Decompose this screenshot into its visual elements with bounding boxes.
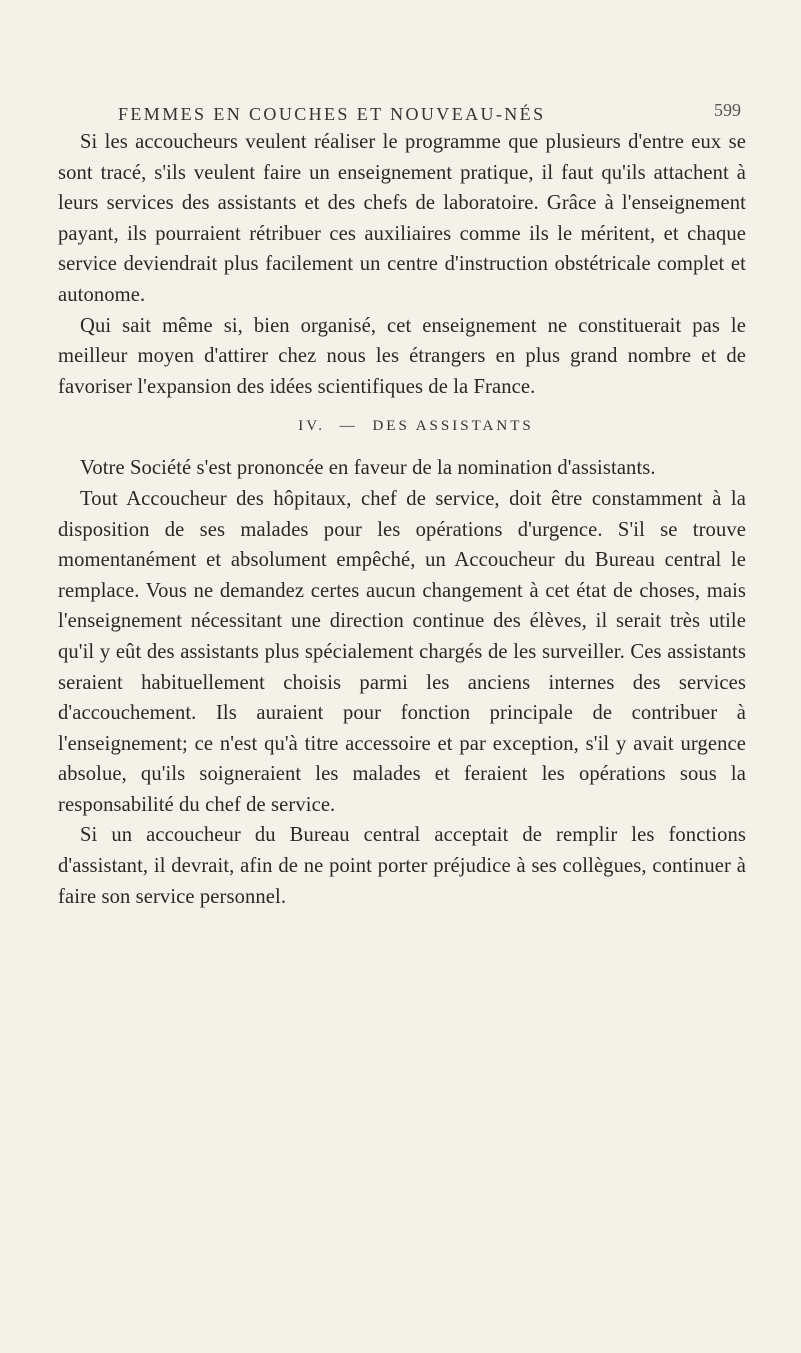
section-title: DES ASSISTANTS (372, 418, 534, 435)
running-head: FEMMES EN COUCHES ET NOUVEAU-NÉS (118, 104, 546, 124)
paragraph-2: Qui sait même si, bien organisé, cet enseignement ne constituerait pas le meilleur moyen d'attirer chez nous les étrangers en plus grand nombre et de favoriser l'expansion des idées scientifiques de la France. (58, 314, 746, 398)
paragraph-3: Votre Société s'est prononcée en faveur de la nomination d'assistants. (80, 457, 656, 480)
section-heading (58, 416, 746, 436)
section-dash: — (339, 418, 358, 435)
page-number: 599 (714, 100, 741, 120)
paragraph-5: Si un accoucheur du Bureau central acceptait de remplir les fonctions d'assistant, il devrait, afin de ne point porter préjudice à ses collègues, continuer à faire son service personnel. (58, 824, 746, 908)
paragraph-1: Si les accoucheurs veulent réaliser le programme que plusieurs d'entre eux se sont tracé, s'ils veulent faire un enseignement pratique, il faut qu'ils attachent à leurs services des assistants et des chefs de laboratoire. Grâce à l'enseignement payant, ils pourraient rétribuer ces auxiliaires comme ils le méritent, et chaque service deviendrait plus facilement un centre d'instruction obstétricale complet et autonome. (58, 131, 746, 306)
paragraph-4: Tout Accoucheur des hôpitaux, chef de service, doit être constamment à la disposition de ses malades pour les opérations d'urgence. S'il se trouve momentanément et absolument empêché, un Accoucheur du Bureau central le remplace. Vous ne demandez certes aucun changement à cet état de choses, mais l'enseignement nécessitant une direction continue des élèves, il serait très utile qu'il y eût des assistants plus spécialement chargés de les surveiller. Ces assistants seraient habituellement choisis parmi les anciens internes des services d'accouchement. Ils auraient pour fonction principale de contribuer à l'enseignement; ce n'est qu'à titre accessoire et par exception, s'il y avait urgence absolue, qu'ils soigneraient les malades et feraient les opérations sous la responsabilité du chef de service. (58, 487, 746, 816)
body-text (58, 127, 746, 912)
section-number: IV. (298, 418, 325, 435)
